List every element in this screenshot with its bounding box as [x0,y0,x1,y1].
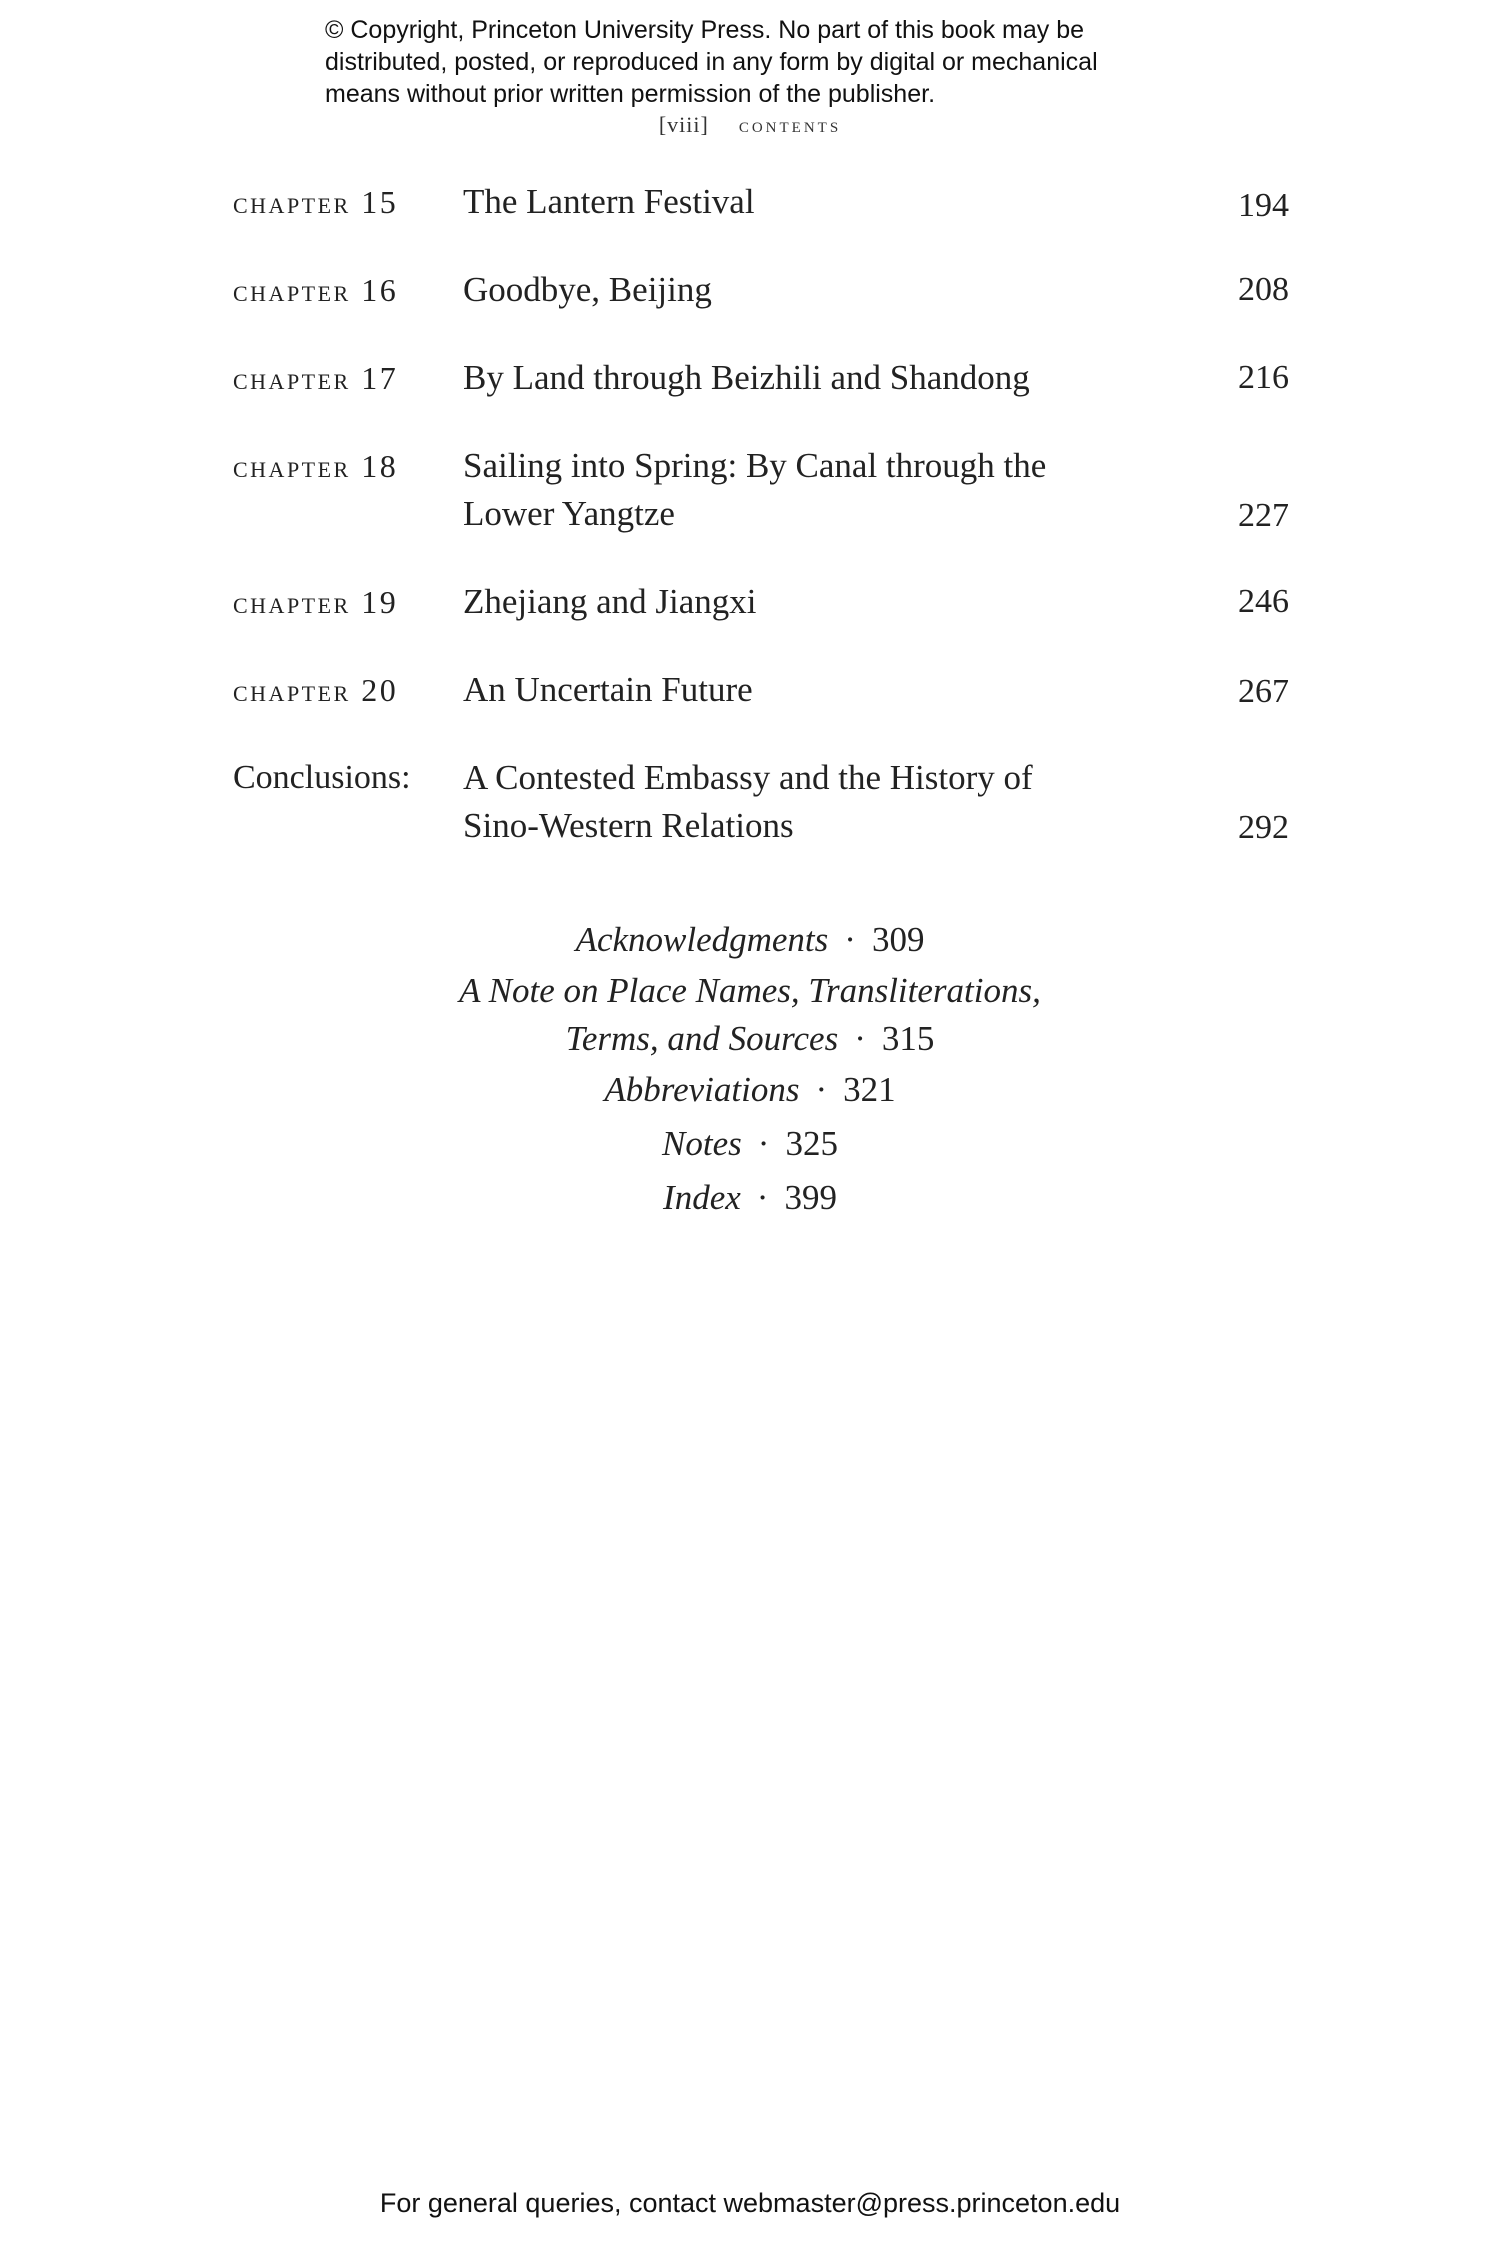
back-matter-page: 321 [843,1070,896,1109]
toc-entry-title-line: Zhejiang and Jiangxi [463,582,757,621]
back-matter-title: Index [663,1178,741,1217]
back-matter-item[interactable] [0,1171,1500,1225]
copyright-line: means without prior written permission of the publisher. [325,80,936,108]
toc-entry-title-line: The Lantern Festival [463,182,755,221]
toc-entry-title-line: Goodbye, Beijing [463,270,712,309]
middle-dot-separator: · [854,1019,866,1058]
toc-entry-page: 194 [1238,187,1289,224]
toc-entry-page: 227 [1238,497,1289,534]
copyright-line: © Copyright, Princeton University Press. No part of this book may be [325,16,1085,44]
back-matter-list [0,913,1500,1225]
back-matter-page: 315 [881,1019,935,1058]
toc-entry-page: 267 [1238,673,1289,710]
toc-entry-label: chapter 16 [233,272,399,308]
toc-entry-page: 216 [1238,359,1289,396]
toc-entry-title [463,178,755,226]
section-title: contents [738,112,842,137]
back-matter-title-line: A Note on Place Names, Transliterations, [459,971,1041,1010]
toc-entry-label: Conclusions: [233,759,411,796]
toc-entry-title [463,266,712,314]
back-matter-item[interactable] [0,1117,1500,1171]
back-matter-title: Acknowledgments [575,920,829,959]
toc-entry-title-line: Sailing into Spring: By Canal through the [463,446,1047,485]
footer-contact: For general queries, contact webmaster@press.princeton.edu [379,2188,1121,2218]
middle-dot-separator: · [844,920,856,959]
toc-entry-title [463,354,1030,402]
middle-dot-separator: · [815,1070,828,1109]
back-matter-item[interactable] [0,913,1500,967]
toc-entry-title [463,578,757,626]
back-matter-title-line: Terms, and Sources [565,1019,839,1058]
middle-dot-separator: · [757,1124,770,1163]
toc-entry-title [463,666,753,714]
toc-entry-label: chapter 15 [233,184,399,220]
back-matter-page: 309 [871,920,925,959]
back-matter-title: Abbreviations [604,1070,800,1109]
toc-entry-label: chapter 17 [233,360,399,396]
toc-entry-label: chapter 20 [233,672,399,708]
toc-entry-title [463,754,1033,850]
page-folio: [viii] [658,112,709,137]
toc-entry-title [463,442,1046,538]
back-matter-title: Notes [662,1124,742,1163]
running-head [0,112,1500,138]
toc-entry-title-line: Sino-Western Relations [463,806,794,845]
toc-entry-label: chapter 18 [233,448,399,484]
toc-entry-label: chapter 19 [233,584,399,620]
toc-entry-page: 292 [1238,809,1289,846]
back-matter-item[interactable] [0,1063,1500,1117]
back-matter-page: 399 [784,1178,837,1217]
copyright-line: distributed, posted, or reproduced in any form by digital or mechanical [325,48,1098,76]
toc-entry-title-line: Lower Yangtze [463,494,675,533]
back-matter-page: 325 [785,1124,838,1163]
back-matter-item[interactable] [0,967,1500,1063]
toc-entry-page: 246 [1238,583,1289,620]
copyright-notice [325,14,1225,110]
toc-entry-page: 208 [1238,271,1289,308]
toc-entry-title-line: A Contested Embassy and the History of [463,758,1033,797]
middle-dot-separator: · [756,1178,769,1217]
toc-entry-title-line: An Uncertain Future [463,670,753,709]
toc-entry-title-line: By Land through Beizhili and Shandong [463,358,1030,397]
